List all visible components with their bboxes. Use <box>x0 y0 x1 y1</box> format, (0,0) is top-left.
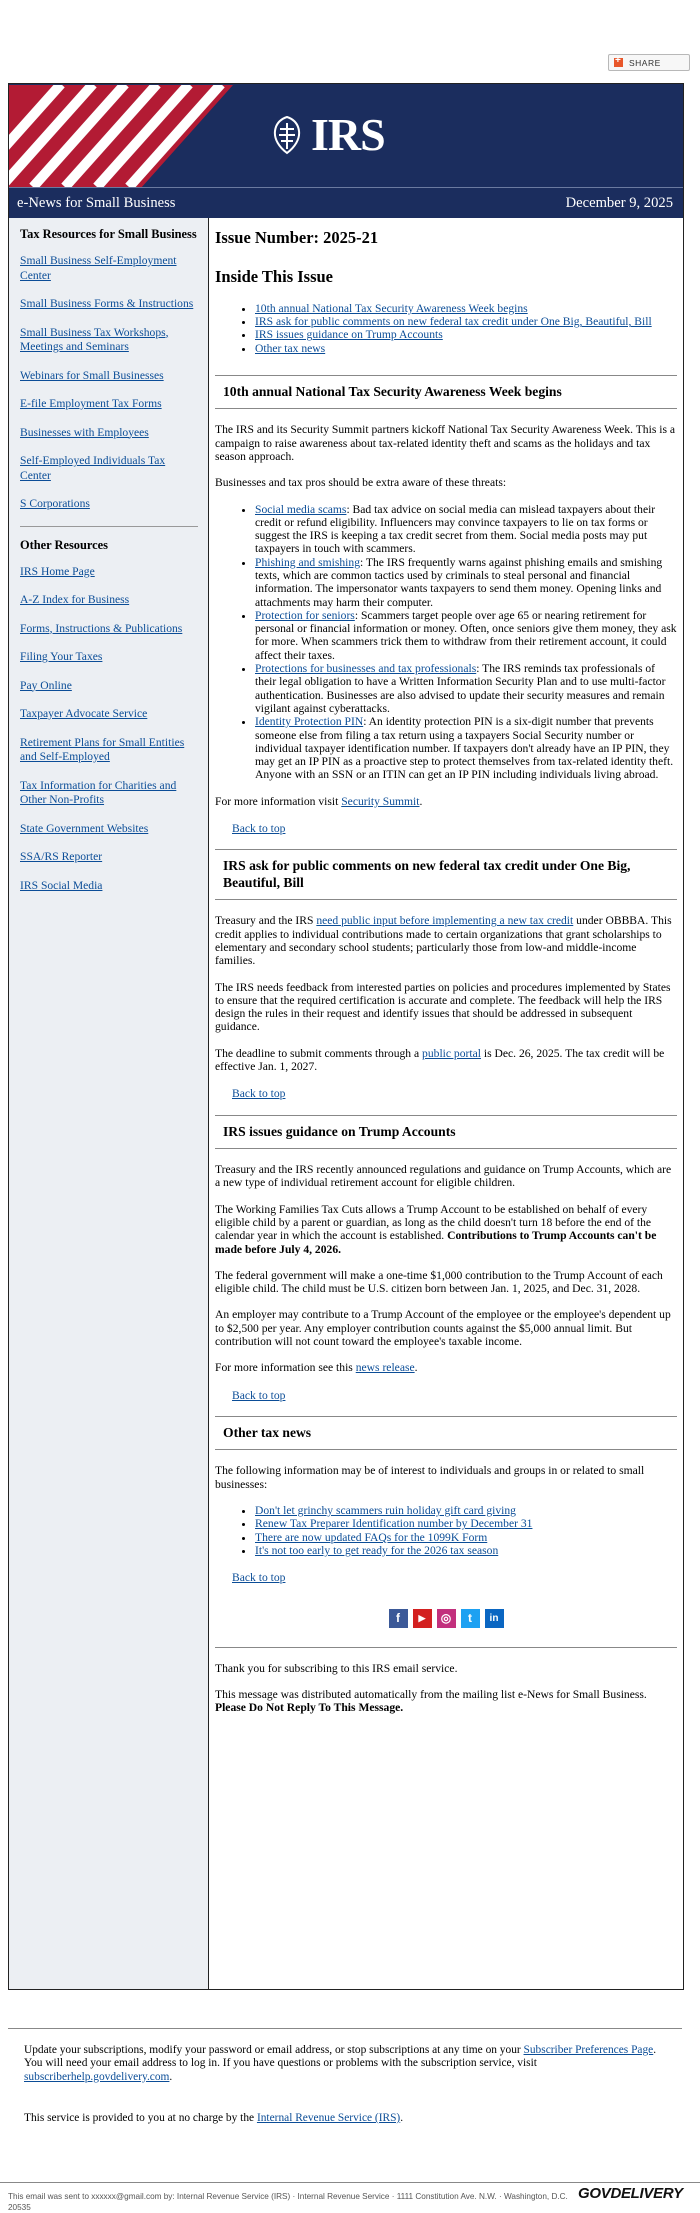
news-release-link[interactable]: news release <box>355 1361 415 1375</box>
irs-logo <box>267 109 385 160</box>
footer-text: This service is provided to you at no charge by the <box>24 2112 257 2124</box>
header-banner <box>9 84 683 187</box>
toc-link-security-week[interactable]: 10th annual National Tax Security Awareness Week begins <box>255 302 528 315</box>
footer-text: . <box>169 2070 173 2083</box>
table-of-contents <box>215 302 677 355</box>
section-title-public-comments: IRS ask for public comments on new federal tax credit under One Big, Beautiful, Bill <box>223 858 631 890</box>
sidebar-link-charities[interactable]: Tax Information for Charities and Other Non-Profits <box>20 778 177 806</box>
section-title-trump-accounts: IRS issues guidance on Trump Accounts <box>223 1123 456 1139</box>
footer-text: . You will need your email address to log in. If you have questions or problems with the subscription service, visit <box>24 2044 657 2070</box>
issue-number: Issue Number: 2025-21 <box>215 228 379 247</box>
sidebar-link-forms-instructions[interactable]: Small Business Forms & Instructions <box>20 297 194 310</box>
back-to-top-link[interactable]: Back to top <box>232 1388 286 1402</box>
section-divider <box>215 1148 677 1149</box>
toc-link-trump-accounts[interactable]: IRS issues guidance on Trump Accounts <box>255 328 443 342</box>
irs-logo-text: IRS <box>311 109 385 160</box>
sec1-paragraph-2: Businesses and tax pros should be extra aware of these threats: <box>215 476 507 490</box>
thanks-text: Thank you for subscribing to this IRS email service. <box>215 1661 458 1675</box>
section-title-other-news: Other tax news <box>223 1424 312 1440</box>
sidebar-link-businesses-employees[interactable]: Businesses with Employees <box>20 425 149 439</box>
security-summit-link[interactable]: Security Summit <box>341 794 420 808</box>
footer-text: Update your subscriptions, modify your password or email address, or stop subscriptions at any time on your <box>24 2044 524 2056</box>
list-item <box>255 1531 677 1544</box>
threat-text: : The IRS frequently warns against phishing emails and smishing texts, which are common tactics used by criminals to steal personal and financial information. The impersonator wants taxpayers to send them money. Opening links and attachments may harm their computer. <box>255 555 663 609</box>
sec2-text: The deadline to submit comments through a <box>215 1046 423 1060</box>
other-news-list <box>215 1504 677 1557</box>
newsletter-frame <box>8 83 684 1990</box>
threat-item <box>255 503 677 556</box>
toc-item <box>255 342 677 355</box>
social-media-scams-link[interactable]: Social media scams <box>255 502 347 516</box>
threat-text: : Scammers target people over age 65 or nearing retirement for personal or financial information or money. Often, once seniors give them money, they ask for more. When scammers trick them to withdraw from their retirement account, it could affect their taxes. <box>255 608 677 662</box>
news-link-2026-season[interactable]: It's not too early to get ready for the 2026 tax season <box>255 1543 499 1557</box>
back-to-top-link[interactable]: Back to top <box>232 1087 286 1101</box>
sidebar-link-efile-employment[interactable]: E-file Employment Tax Forms <box>20 397 162 410</box>
sidebar-link-filing-taxes[interactable]: Filing Your Taxes <box>20 650 103 663</box>
sidebar-link-retirement-plans[interactable]: Retirement Plans for Small Entities and Self-Employed <box>20 735 185 763</box>
sec4-paragraph-1: The following information may be of interest to individuals and groups in or related to small businesses: <box>215 1464 645 1491</box>
other-resources-heading: Other Resources <box>20 537 108 552</box>
sidebar-link-taxpayer-advocate[interactable]: Taxpayer Advocate Service <box>20 707 148 720</box>
sidebar-link-az-index[interactable]: A-Z Index for Business <box>20 593 130 606</box>
main-content <box>210 218 683 1714</box>
threats-list <box>215 503 677 782</box>
threat-item <box>255 662 677 715</box>
section-divider <box>215 899 677 900</box>
sec1-paragraph-1: The IRS and its Security Summit partners kickoff National Tax Security Awareness Week. This is a campaign to raise awareness about tax-related identity theft and scams as the holidays and tax season approach. <box>215 423 676 463</box>
service-notice <box>24 2112 664 2125</box>
share-label: SHARE <box>629 57 661 68</box>
distribution-text: This message was distributed automatically from the mailing list e-News for Small Business. <box>215 1687 647 1701</box>
news-link-ptin-renew[interactable]: Renew Tax Preparer Identification number by December 31 <box>255 1517 533 1531</box>
sec3-more-info <box>215 1361 677 1374</box>
list-item <box>255 1544 677 1557</box>
inside-heading: Inside This Issue <box>215 267 334 286</box>
news-link-1099k-faqs[interactable]: There are now updated FAQs for the 1099K Form <box>255 1530 488 1544</box>
sidebar-link-s-corporations[interactable]: S Corporations <box>20 497 90 510</box>
sec3-text: The Working Families Tax Cuts allows a Trump Account to be established on behalf of every eligible child by a parent or guardian, as long as the child doesn't turn 18 before the end of the calendar year in which the account is established. <box>215 1202 652 1243</box>
sec2-text: Treasury and the IRS <box>215 914 317 928</box>
toc-link-public-comments[interactable]: IRS ask for public comments on new federal tax credit under One Big, Beautiful, Bill <box>255 315 652 329</box>
newsletter-title: e-News for Small Business <box>17 194 176 211</box>
back-to-top-link[interactable]: Back to top <box>232 822 286 836</box>
sec2-text: is Dec. 26, 2025. The tax credit will be effective Jan. 1, 2027. <box>215 1046 665 1073</box>
sidebar-link-irs-home[interactable]: IRS Home Page <box>20 564 95 578</box>
bottom-divider <box>0 2182 700 2183</box>
sidebar-link-ssa-rs-reporter[interactable]: SSA/RS Reporter <box>20 850 103 863</box>
instagram-icon[interactable]: ◎ <box>437 1609 456 1628</box>
sidebar-link-self-employed-center[interactable]: Self-Employed Individuals Tax Center <box>20 454 166 482</box>
more-info-text: For more information visit <box>215 794 342 808</box>
toc-item <box>255 302 677 315</box>
toc-item <box>255 315 677 328</box>
social-icons <box>215 1609 677 1628</box>
section-divider <box>215 1449 677 1450</box>
sidebar <box>9 218 209 1989</box>
phishing-smishing-link[interactable]: Phishing and smishing <box>255 555 361 569</box>
sidebar-link-webinars[interactable]: Webinars for Small Businesses <box>20 368 164 382</box>
contributions-date-notice: Contributions to Trump Accounts can't be made before July 4, 2026. <box>215 1229 657 1256</box>
sec2-text: under OBBBA. This credit applies to individual contributions made to certain organizations that grant scholarships to elementary and secondary school students; particularly those from low-and middle-income families. <box>215 914 672 968</box>
linkedin-icon[interactable]: in <box>485 1609 504 1628</box>
protection-seniors-link[interactable]: Protection for seniors <box>255 608 355 622</box>
share-button[interactable] <box>608 54 690 71</box>
irs-link[interactable]: Internal Revenue Service (IRS) <box>256 2112 401 2124</box>
sidebar-link-state-government[interactable]: State Government Websites <box>20 821 149 835</box>
list-item <box>255 1517 677 1530</box>
section-divider <box>215 408 677 409</box>
sidebar-link-pay-online[interactable]: Pay Online <box>20 678 72 692</box>
title-bar <box>9 187 683 218</box>
subscriber-preferences-link[interactable]: Subscriber Preferences Page <box>523 2044 654 2056</box>
distribution-notice <box>215 1688 677 1715</box>
section-divider <box>215 1647 677 1648</box>
flag-stripes-graphic <box>9 84 234 187</box>
eagle-icon <box>267 113 307 157</box>
footer-text: . <box>400 2112 404 2124</box>
protections-businesses-link[interactable]: Protections for businesses and tax professionals <box>255 662 477 676</box>
public-input-link[interactable]: need public input before implementing a new tax credit <box>316 914 574 928</box>
sidebar-link-forms-publications[interactable]: Forms, Instructions & Publications <box>20 621 183 635</box>
toc-link-other-news[interactable]: Other tax news <box>255 341 326 355</box>
govdelivery-logo: GOVDELIVERY <box>578 2185 683 2202</box>
threat-item <box>255 556 677 609</box>
sec3-paragraph-2 <box>215 1203 677 1256</box>
do-not-reply-notice: Please Do Not Reply To This Message. <box>215 1701 404 1715</box>
subscriber-help-link[interactable]: subscriberhelp.govdelivery.com <box>24 2070 170 2083</box>
list-item <box>255 1504 677 1517</box>
sidebar-link-self-employment-center[interactable]: Small Business Self-Employment Center <box>20 254 177 282</box>
twitter-icon[interactable]: t <box>461 1609 480 1628</box>
threat-text: : An identity protection PIN is a six-digit number that prevents someone else from filing a tax return using a taxpayers Social Security number or individual taxpayer identification number. If taxpayers don't already have an IP PIN, they may get an IP PIN as a proactive step to protect themselves from tax-related identity theft. Anyone with an SSN or an ITIN can get an IP PIN including individuals living abroad. <box>255 715 674 782</box>
sent-to-line: This email was sent to xxxxxx@gmail.com by: Internal Revenue Service (IRS) · Internal Revenue Service · 1111 Constitution Ave. N.W. · Washington, D.C. 20535 <box>8 2192 568 2212</box>
threat-text: : The IRS reminds tax professionals of their legal obligation to have a Written Information Security Plan and to use multi-factor authentication. Businesses are also advised to update their security measures and remain vigilant against cyberattacks. <box>255 662 666 715</box>
issue-date: December 9, 2025 <box>565 194 673 211</box>
toc-item <box>255 328 677 341</box>
sec1-more-info <box>215 795 677 808</box>
youtube-icon[interactable]: ▶ <box>413 1609 432 1628</box>
sidebar-link-tax-workshops[interactable]: Small Business Tax Workshops, Meetings and Seminars <box>20 325 169 353</box>
more-info-end: . <box>419 794 423 808</box>
more-info-end: . <box>414 1361 418 1375</box>
sec2-paragraph-3 <box>215 1047 677 1074</box>
subscription-notice <box>24 2044 664 2084</box>
share-icon <box>614 58 623 67</box>
sec2-paragraph-1 <box>215 914 677 967</box>
sec3-paragraph-3: The federal government will make a one-time $1,000 contribution to the Trump Account of each eligible child. The child must be U.S. citizen born between Jan. 1, 2025, and Dec. 31, 2028. <box>215 1268 663 1296</box>
threat-item <box>255 715 677 781</box>
sidebar-link-social-media[interactable]: IRS Social Media <box>20 878 103 892</box>
threat-text: : Bad tax advice on social media can mislead taxpayers about their credit or refund eligibility. Influencers may convince taxpayers to lie on tax forms or suggest the IRS is keeping a tax credit secret from them. Social media posts may put taxpayers in touch with scammers. <box>255 502 656 556</box>
public-portal-link[interactable]: public portal <box>422 1046 481 1060</box>
sidebar-divider <box>20 526 198 527</box>
footer-divider <box>8 2028 682 2029</box>
sec3-paragraph-4: An employer may contribute to a Trump Account of the employee or the employee's dependent up to $2,500 per year. Any employer contribution counts against the $5,000 annual limit. But contribution will not count toward the employee's taxable income. <box>215 1308 671 1349</box>
back-to-top-link[interactable]: Back to top <box>232 1571 286 1585</box>
section-title-security-week: 10th annual National Tax Security Awareness Week begins <box>223 383 562 399</box>
threat-item <box>255 609 677 662</box>
news-link-gift-card[interactable]: Don't let grinchy scammers ruin holiday gift card giving <box>255 1504 516 1518</box>
tax-resources-heading: Tax Resources for Small Business <box>20 227 197 241</box>
sec3-paragraph-1: Treasury and the IRS recently announced regulations and guidance on Trump Accounts, which are a new type of individual retirement account for eligible children. <box>215 1163 672 1190</box>
identity-protection-pin-link[interactable]: Identity Protection PIN <box>255 715 364 729</box>
facebook-icon[interactable]: f <box>389 1609 408 1628</box>
sec2-paragraph-2: The IRS needs feedback from interested parties on policies and procedures implemented by States to ensure that the required certification is accurate and complete. The feedback will help the IRS design the rules in their request and identify issues that should be addressed in subsequent guidance. <box>215 980 671 1034</box>
more-info-text: For more information see this <box>215 1361 356 1375</box>
